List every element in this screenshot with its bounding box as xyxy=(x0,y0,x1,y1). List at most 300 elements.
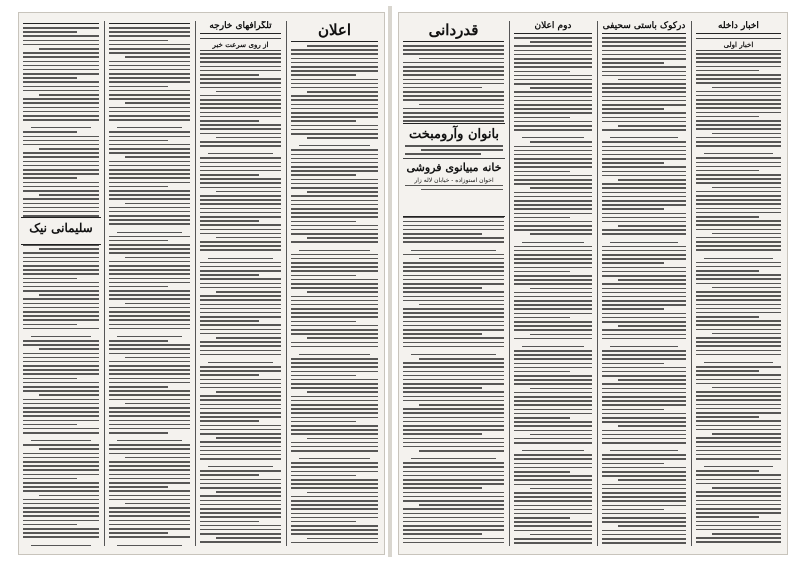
text-line xyxy=(602,488,686,490)
text-line xyxy=(618,179,686,181)
text-line xyxy=(109,507,190,509)
text-line xyxy=(200,350,281,352)
text-line xyxy=(23,282,99,284)
text-line xyxy=(200,99,281,101)
text-line xyxy=(514,338,592,340)
text-line xyxy=(109,490,190,492)
text-line xyxy=(23,453,99,455)
left-col-4 xyxy=(21,21,101,546)
text-line xyxy=(602,308,664,310)
text-line xyxy=(109,186,168,188)
text-line xyxy=(23,428,99,430)
text-line xyxy=(200,425,281,427)
text-line xyxy=(696,199,781,201)
text-line xyxy=(23,31,77,33)
text-line xyxy=(618,325,686,327)
text-line xyxy=(109,290,190,292)
text-line xyxy=(602,417,686,419)
section-divider xyxy=(208,254,273,259)
text-line xyxy=(403,383,504,385)
text-line xyxy=(200,387,281,389)
text-line xyxy=(291,508,378,510)
text-line xyxy=(602,404,686,406)
text-line xyxy=(109,411,190,413)
text-line xyxy=(514,112,592,114)
text-line xyxy=(291,425,378,427)
text-line xyxy=(602,454,686,456)
text-line xyxy=(403,479,504,481)
text-line xyxy=(403,471,504,473)
text-line xyxy=(291,517,378,519)
text-line xyxy=(291,179,378,181)
column-heading: اخبار داخله xyxy=(696,21,781,34)
text-line xyxy=(291,108,378,110)
text-line xyxy=(200,262,281,264)
text-line xyxy=(696,61,781,63)
text-line xyxy=(109,144,190,146)
text-line xyxy=(23,40,99,42)
text-line xyxy=(712,433,781,435)
text-line xyxy=(403,475,504,477)
text-line xyxy=(696,74,781,76)
text-line xyxy=(696,370,759,372)
text-line xyxy=(200,495,281,497)
text-line xyxy=(696,91,781,93)
text-line xyxy=(514,275,592,277)
text-line xyxy=(23,111,99,113)
text-line xyxy=(291,533,378,535)
text-line xyxy=(403,291,504,293)
text-line xyxy=(109,378,190,380)
text-line xyxy=(514,413,592,415)
text-line xyxy=(291,258,378,260)
text-line xyxy=(403,237,504,239)
text-line xyxy=(291,304,378,306)
text-line xyxy=(200,274,259,276)
text-line xyxy=(291,62,378,64)
text-line xyxy=(109,373,190,375)
text-line xyxy=(696,420,781,422)
text-line xyxy=(530,334,592,336)
text-line xyxy=(696,299,781,301)
text-line xyxy=(291,421,356,423)
text-line xyxy=(200,187,281,189)
text-line xyxy=(602,358,686,360)
column-rule xyxy=(195,21,196,546)
text-line xyxy=(23,378,77,380)
text-line xyxy=(23,207,99,209)
text-line xyxy=(291,383,378,385)
text-line xyxy=(403,538,504,540)
text-line xyxy=(602,371,686,373)
text-line xyxy=(291,417,378,419)
text-line xyxy=(696,249,781,251)
text-line xyxy=(200,195,281,197)
text-line xyxy=(602,229,686,231)
section-divider xyxy=(208,462,273,467)
text-line xyxy=(602,434,686,436)
text-line xyxy=(403,466,504,468)
text-line xyxy=(403,417,504,419)
text-line xyxy=(696,95,781,97)
text-line xyxy=(109,182,190,184)
text-line xyxy=(23,81,99,83)
text-line xyxy=(23,515,99,517)
text-line xyxy=(696,174,781,176)
text-line xyxy=(23,52,99,54)
text-line xyxy=(109,532,168,534)
text-line xyxy=(712,187,781,189)
text-line xyxy=(514,213,592,215)
text-line xyxy=(514,375,592,377)
text-line xyxy=(291,229,378,231)
text-line xyxy=(23,528,99,530)
text-line xyxy=(291,358,378,360)
text-line xyxy=(696,191,781,193)
text-line xyxy=(530,41,592,43)
text-line xyxy=(291,296,378,298)
text-line xyxy=(109,382,190,384)
text-line xyxy=(291,254,378,256)
text-line xyxy=(200,441,281,443)
text-line xyxy=(602,45,686,47)
text-line xyxy=(696,500,781,502)
text-line xyxy=(602,458,686,460)
text-line xyxy=(23,399,99,401)
text-line xyxy=(200,270,281,272)
text-line xyxy=(514,400,592,402)
text-line xyxy=(23,319,99,321)
text-line xyxy=(602,213,686,215)
text-line xyxy=(109,177,190,179)
text-line xyxy=(291,346,378,348)
text-line xyxy=(109,348,190,350)
text-line xyxy=(39,94,99,96)
text-line xyxy=(514,75,592,77)
text-line xyxy=(403,442,504,444)
column-rule xyxy=(104,21,105,546)
text-line xyxy=(514,496,592,498)
text-line xyxy=(403,262,504,264)
text-line xyxy=(216,437,281,439)
text-line xyxy=(291,412,378,414)
text-line xyxy=(712,533,781,535)
text-line xyxy=(514,329,592,331)
text-line xyxy=(514,471,570,473)
text-line xyxy=(291,321,356,323)
text-line xyxy=(109,27,190,29)
section-divider xyxy=(208,358,273,363)
text-line xyxy=(200,374,259,376)
text-line xyxy=(23,98,99,100)
text-line xyxy=(696,141,781,143)
text-line xyxy=(23,73,99,75)
text-line xyxy=(291,262,378,264)
text-line xyxy=(109,173,190,175)
section-divider xyxy=(117,332,182,337)
text-line xyxy=(696,470,759,472)
text-line xyxy=(23,186,99,188)
text-line xyxy=(200,174,259,176)
text-line xyxy=(602,158,686,160)
text-line xyxy=(696,128,781,130)
text-line xyxy=(109,390,190,392)
text-line xyxy=(307,438,378,440)
text-line xyxy=(403,108,504,110)
text-line xyxy=(602,317,686,319)
text-line xyxy=(125,357,190,359)
text-line xyxy=(200,53,281,55)
column-rule xyxy=(509,21,510,546)
text-line xyxy=(514,304,592,306)
column-heading: درکوک باستی سحیفی xyxy=(602,21,686,34)
text-line xyxy=(23,211,99,213)
text-line xyxy=(200,66,281,68)
text-line xyxy=(696,454,781,456)
text-line xyxy=(23,307,99,309)
text-line xyxy=(514,379,592,381)
text-line xyxy=(200,112,281,114)
text-line xyxy=(696,53,781,55)
text-line xyxy=(291,542,378,544)
text-line xyxy=(602,204,686,206)
text-line xyxy=(514,254,592,256)
text-line xyxy=(696,337,781,339)
text-line xyxy=(696,66,781,68)
text-line xyxy=(291,462,378,464)
text-line xyxy=(23,161,99,163)
text-line xyxy=(291,49,378,51)
text-line xyxy=(514,146,592,148)
text-line xyxy=(109,223,190,225)
text-line xyxy=(403,366,504,368)
text-line xyxy=(291,446,378,448)
text-line xyxy=(403,99,504,101)
text-line xyxy=(291,95,378,97)
text-line xyxy=(23,344,99,346)
text-line xyxy=(602,75,686,77)
text-line xyxy=(602,62,664,64)
text-line xyxy=(109,131,190,133)
text-line xyxy=(602,192,686,194)
text-line xyxy=(403,500,504,502)
column-text xyxy=(107,27,192,546)
text-line xyxy=(696,78,781,80)
text-line xyxy=(602,388,686,390)
text-line xyxy=(514,258,592,260)
text-line xyxy=(291,342,378,344)
text-line xyxy=(403,342,504,344)
text-line xyxy=(23,177,77,179)
text-line xyxy=(307,191,378,193)
text-line xyxy=(514,371,570,373)
text-line xyxy=(696,366,781,368)
text-line xyxy=(200,95,281,97)
text-line xyxy=(514,154,592,156)
text-line xyxy=(514,91,592,93)
text-line xyxy=(109,111,190,113)
text-line xyxy=(403,225,504,227)
text-line xyxy=(291,312,378,314)
left-ad-block xyxy=(21,217,101,245)
text-line xyxy=(291,333,378,335)
text-line xyxy=(602,521,686,523)
text-line xyxy=(23,119,99,121)
text-line xyxy=(514,279,592,281)
text-line xyxy=(403,517,504,519)
text-line xyxy=(200,133,281,135)
text-line xyxy=(602,146,686,148)
text-line xyxy=(23,27,99,29)
text-line xyxy=(514,484,592,486)
text-line xyxy=(109,215,190,217)
text-line xyxy=(200,454,281,456)
text-line xyxy=(514,125,592,127)
text-line xyxy=(291,500,378,502)
text-line xyxy=(403,396,504,398)
text-line xyxy=(200,529,281,531)
text-line xyxy=(23,44,99,46)
text-line xyxy=(200,74,259,76)
text-line xyxy=(307,291,378,293)
text-line xyxy=(291,83,378,85)
text-line xyxy=(602,463,664,465)
text-line xyxy=(403,421,504,423)
text-line xyxy=(23,390,99,392)
text-line xyxy=(200,141,281,143)
text-line xyxy=(403,312,504,314)
text-line xyxy=(200,70,281,72)
text-line xyxy=(200,278,281,280)
text-line xyxy=(109,194,190,196)
text-line xyxy=(696,170,759,172)
text-line xyxy=(200,404,281,406)
text-line xyxy=(200,249,281,251)
text-line xyxy=(602,121,686,123)
right-col-2 xyxy=(512,21,594,546)
text-line xyxy=(403,400,504,402)
text-line xyxy=(602,367,686,369)
text-line xyxy=(602,100,686,102)
text-line xyxy=(200,504,281,506)
text-line xyxy=(23,424,77,426)
text-line xyxy=(403,375,504,377)
text-line xyxy=(419,358,504,360)
text-line xyxy=(602,484,686,486)
text-line xyxy=(403,438,504,440)
text-line xyxy=(23,411,99,413)
text-line xyxy=(602,538,686,540)
text-line xyxy=(216,391,281,393)
text-line xyxy=(109,474,190,476)
text-line xyxy=(514,442,592,444)
text-line xyxy=(109,319,190,321)
text-line xyxy=(712,333,781,335)
text-line xyxy=(696,483,781,485)
text-line xyxy=(514,538,592,540)
text-line xyxy=(291,216,378,218)
text-line xyxy=(200,233,281,235)
text-line xyxy=(200,341,281,343)
text-line xyxy=(602,392,686,394)
text-line xyxy=(403,95,504,97)
text-line xyxy=(602,96,686,98)
text-line xyxy=(109,432,168,434)
text-line xyxy=(109,207,190,209)
text-line xyxy=(23,315,99,317)
text-line xyxy=(109,428,190,430)
text-line xyxy=(618,225,686,227)
text-line xyxy=(39,294,99,296)
text-line xyxy=(216,191,281,193)
text-line xyxy=(291,325,378,327)
text-line xyxy=(200,395,281,397)
text-line xyxy=(291,225,378,227)
text-line xyxy=(602,338,686,340)
text-line xyxy=(23,457,99,459)
text-line xyxy=(602,41,686,43)
right-ad-title: بانوان وآرومبخت xyxy=(408,127,500,142)
text-line xyxy=(602,329,686,331)
text-line xyxy=(291,375,356,377)
text-line xyxy=(291,283,378,285)
section-divider xyxy=(522,238,584,243)
section-divider xyxy=(704,358,773,363)
text-line xyxy=(109,511,190,513)
text-line xyxy=(514,321,592,323)
text-line xyxy=(23,115,99,117)
text-line xyxy=(109,211,190,213)
section-divider xyxy=(704,149,773,154)
text-line xyxy=(200,324,281,326)
text-line xyxy=(514,267,592,269)
text-line xyxy=(291,433,378,435)
text-line xyxy=(602,166,686,168)
text-line xyxy=(514,492,592,494)
text-line xyxy=(514,392,592,394)
column-heading: قدردانی xyxy=(403,21,504,42)
text-line xyxy=(109,469,190,471)
text-line xyxy=(23,420,99,422)
text-line xyxy=(109,365,190,367)
text-line xyxy=(216,291,281,293)
text-line xyxy=(696,341,781,343)
text-line xyxy=(514,183,592,185)
text-line xyxy=(514,175,592,177)
text-line xyxy=(514,108,592,110)
text-line xyxy=(602,517,686,519)
text-line xyxy=(602,50,686,52)
text-line xyxy=(514,458,592,460)
text-line xyxy=(419,258,504,260)
text-line xyxy=(514,79,592,81)
text-line xyxy=(514,317,570,319)
text-line xyxy=(696,379,781,381)
text-line xyxy=(109,415,190,417)
left-ad-title: سلیمانی نیک xyxy=(29,221,93,235)
text-line xyxy=(602,221,686,223)
text-line xyxy=(291,279,378,281)
text-line xyxy=(200,308,281,310)
text-line xyxy=(23,382,99,384)
section-divider xyxy=(299,350,370,355)
text-line xyxy=(602,400,686,402)
text-line xyxy=(602,396,686,398)
text-line xyxy=(291,87,378,89)
text-line xyxy=(602,475,686,477)
text-line xyxy=(602,313,686,315)
text-line xyxy=(696,237,781,239)
